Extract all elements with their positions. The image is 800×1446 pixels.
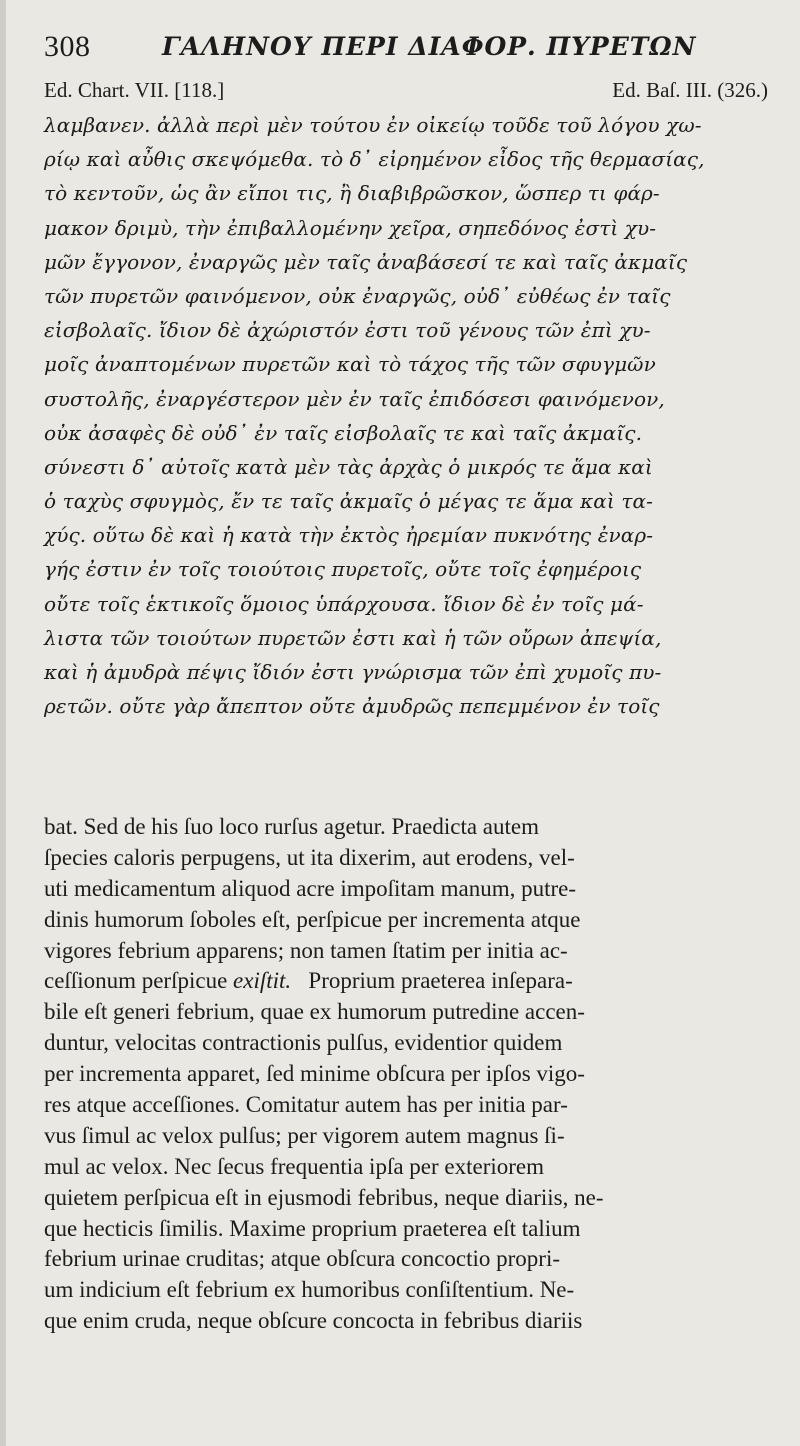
greek-text-line: τῶν πυρετῶν φαινόμενον, οὐκ ἐναργῶς, οὐδ᾽ εὐθέως ἐν ταῖς — [44, 283, 671, 308]
latin-text-segment: Proprium praeterea inſepara- — [308, 968, 573, 994]
greek-text-line: τὸ κεντοῦν, ὡς ἂν εἴποι τις, ἢ διαβιβρῶσκον, ὥσπερ τι φάρ- — [44, 181, 660, 206]
latin-italic-word: exiſtit. — [233, 968, 292, 994]
latin-text-block — [44, 812, 768, 1337]
latin-text-line: mul ac velox. Nec ſecus frequentia ipſa per exteriorem — [44, 1153, 545, 1179]
greek-text-line: γής ἐστιν ἐν τοῖς τοιούτοις πυρετοῖς, οὔτε τοῖς ἐφημέροις — [44, 557, 642, 582]
edition-reference-line — [44, 78, 768, 108]
latin-text-line: bile eſt generi febrium, quae ex humorum putredine accen- — [44, 999, 585, 1025]
greek-text-line: ρετῶν. οὔτε γὰρ ἄπεπτον οὔτε ἀμυδρῶς πεπεμμένον ἐν τοῖς — [44, 694, 660, 719]
latin-text-line: vus ſimul ac velox pulſus; per vigorem autem magnus ſi- — [44, 1122, 565, 1148]
latin-text-line-mixed — [44, 966, 768, 997]
edition-basel-reference: Ed. Baſ. III. (326.) — [612, 78, 768, 102]
greek-text-line: μοῖς ἀναπτομένων πυρετῶν καὶ τὸ τάχος τῆς τῶν σφυγμῶν — [44, 352, 656, 377]
greek-text-line: συστολῆς, ἐναργέστερον μὲν ἐν ταῖς ἐπιδόσεσι φαινόμενον, — [44, 386, 665, 411]
greek-text-line: μακον δριμὺ, τὴν ἐπιβαλλομένην χεῖρα, σηπεδόνος ἐστὶ χυ- — [44, 215, 657, 240]
latin-text-line: febrium urinae cruditas; atque obſcura concoctio propri- — [44, 1246, 561, 1272]
latin-text-line: per incrementa apparet, ſed minime obſcura per ipſos vigo- — [44, 1061, 585, 1087]
running-head: ΓΑΛΗΝΟΥ ΠΕΡΙ ΔΙΑΦΟΡ. ΠΥΡΕΤΩΝ — [162, 32, 697, 61]
latin-text-line: ſpecies caloris perpugens, ut ita dixerim, aut erodens, vel- — [44, 844, 575, 870]
greek-text-line: χύς. οὕτω δὲ καὶ ἡ κατὰ τὴν ἐκτὸς ἠρεμίαν πυκνότης ἐναρ- — [44, 523, 654, 548]
page-gutter-shadow — [0, 0, 6, 1446]
page-number: 308 — [44, 30, 91, 63]
latin-text-line: um indicium eſt febrium ex humoribus conſiſtentium. Ne- — [44, 1277, 575, 1303]
greek-text-line: οὔτε τοῖς ἑκτικοῖς ὅμοιος ὑπάρχουσα. ἴδιον δὲ ἐν τοῖς μά- — [44, 591, 644, 616]
latin-text-line: res atque acceſſiones. Comitatur autem has per initia par- — [44, 1092, 568, 1118]
latin-text-line: duntur, velocitas contractionis pulſus, evidentior quidem — [44, 1030, 563, 1056]
latin-text-line: bat. Sed de his ſuo loco rurſus agetur. Praedicta autem — [44, 814, 540, 839]
greek-text-block — [44, 108, 772, 723]
greek-text-line: μῶν ἔγγονον, ἐναργῶς μὲν ταῖς ἀναβάσεσί τε καὶ ταῖς ἀκμαῖς — [44, 249, 688, 274]
greek-text-line: εἰσβολαῖς. ἴδιον δὲ ἀχώριστόν ἐστι τοῦ γένους τῶν ἐπὶ χυ- — [44, 318, 651, 343]
greek-text-line: καὶ ἡ ἀμυδρὰ πέψις ἴδιόν ἐστι γνώρισμα τῶν ἐπὶ χυμοῖς πυ- — [44, 660, 662, 684]
edition-chartier-reference: Ed. Chart. VII. [118.] — [44, 78, 225, 102]
latin-text-line: dinis humorum ſoboles eſt, perſpicue per incrementa atque — [44, 906, 581, 932]
latin-text-line: vigores febrium apparens; non tamen ſtatim per initia ac- — [44, 937, 568, 963]
greek-text-line: λιστα τῶν τοιούτων πυρετῶν ἐστι καὶ ἡ τῶν οὔρων ἀπεψία, — [44, 625, 662, 650]
greek-text-line: λαμβανεν. ἀλλὰ περὶ μὲν τούτου ἐν οἰκείῳ τοῦδε τοῦ λόγου χω- — [44, 113, 702, 137]
latin-text-line: uti medicamentum aliquod acre impoſitam manum, putre- — [44, 875, 577, 901]
greek-text-line: ρίῳ καὶ αὖθις σκεψόμεθα. τὸ δ᾽ εἰρημένον εἶδος τῆς θερμασίας, — [44, 147, 705, 172]
latin-text-line: que hecticis ſimilis. Maxime proprium praeterea eſt talium — [44, 1215, 581, 1241]
greek-text-line: οὐκ ἀσαφὲς δὲ οὐδ᾽ ἐν ταῖς εἰσβολαῖς τε καὶ ταῖς ἀκμαῖς. — [44, 420, 643, 445]
latin-text-line: quietem perſpicua eſt in ejusmodi febribus, neque diariis, ne- — [44, 1184, 604, 1210]
greek-text-line: ὁ ταχὺς σφυγμὸς, ἔν τε ταῖς ἀκμαῖς ὁ μέγας τε ἅμα καὶ τα- — [44, 489, 653, 514]
latin-text-segment: ceſſionum perſpicue — [44, 968, 228, 994]
latin-text-line: que enim cruda, neque obſcure concocta in febribus diariis — [44, 1308, 583, 1334]
page-header — [44, 22, 764, 66]
greek-text-line: σύνεστι δ᾽ αὐτοῖς κατὰ μὲν τὰς ἀρχὰς ὁ μικρός τε ἅμα καὶ — [44, 454, 653, 479]
